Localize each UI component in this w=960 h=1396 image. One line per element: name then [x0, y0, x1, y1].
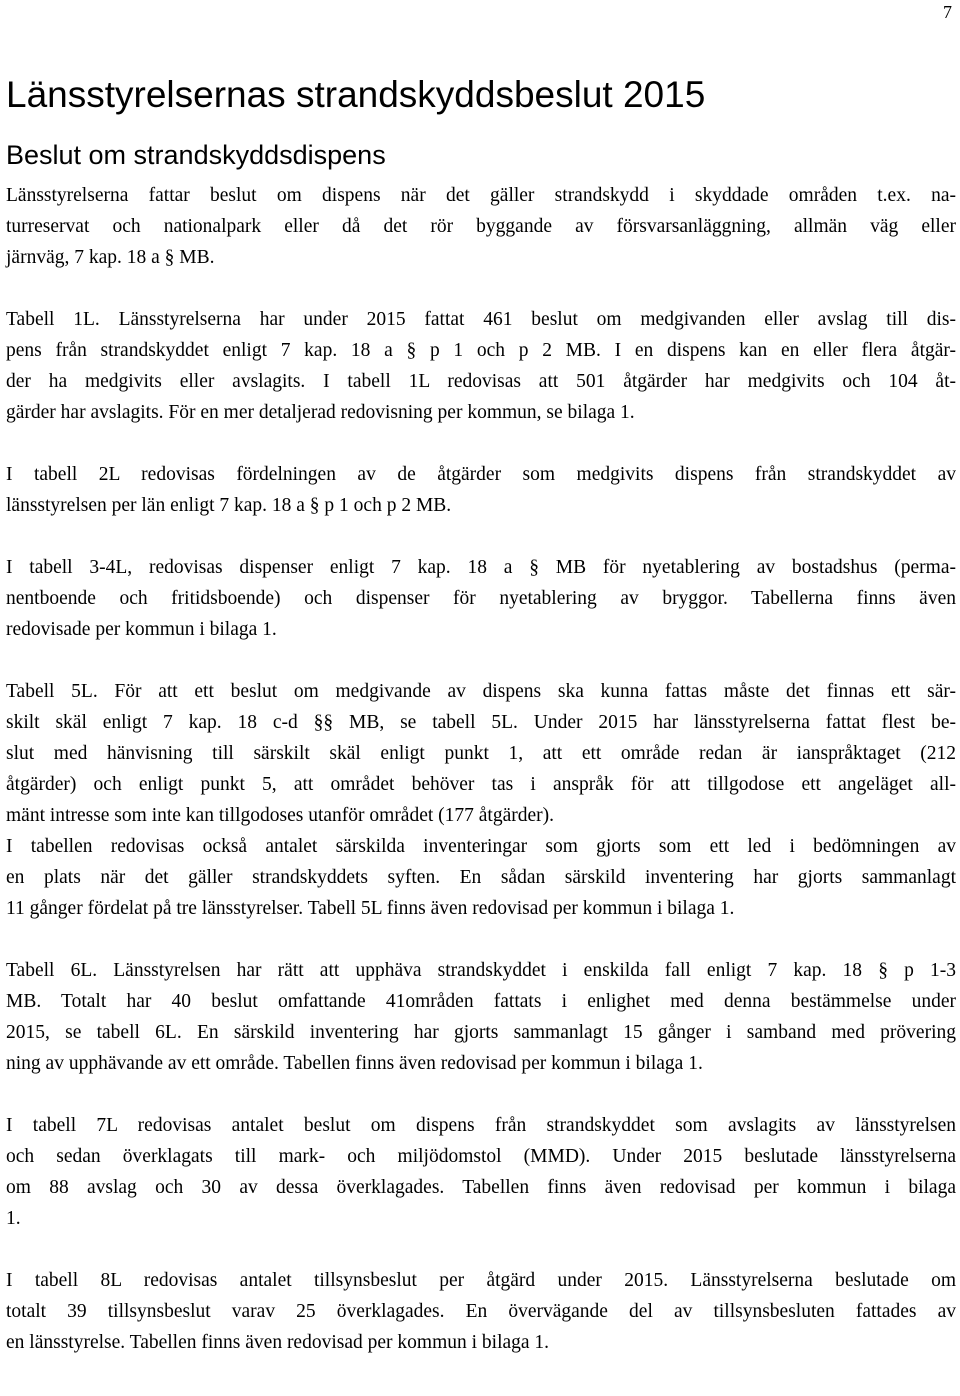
- text-line: Länsstyrelserna fattar beslut om dispens när det gäller strandskydd i skyddade områden t.ex. na-: [6, 185, 956, 206]
- paragraph-tabell-5l: [6, 676, 956, 831]
- text-line: pens från strandskyddet enligt 7 kap. 18 a § p 1 och p 2 MB. I en dispens kan en eller flera åtgär-: [6, 340, 956, 361]
- text-line: 11 gånger fördelat på tre länsstyrelser. Tabell 5L finns även redovisad per kommun i bilaga 1.: [6, 898, 735, 919]
- text-line: gärder har avslagits. För en mer detaljerad redovisning per kommun, se bilaga 1.: [6, 402, 635, 423]
- text-line: skilt skäl enligt 7 kap. 18 c-d §§ MB, se tabell 5L. Under 2015 har länsstyrelserna fattat flest be-: [6, 712, 956, 733]
- text-line: redovisade per kommun i bilaga 1.: [6, 619, 277, 640]
- paragraph-tabell-7l: [6, 1110, 956, 1234]
- section-heading: Beslut om strandskyddsdispens: [6, 140, 386, 170]
- text-line: Tabell 1L. Länsstyrelserna har under 2015 fattat 461 beslut om medgivanden eller avslag till dis-: [6, 309, 956, 330]
- page-title: Länsstyrelsernas strandskyddsbeslut 2015: [6, 74, 706, 115]
- text-line: Tabell 6L. Länsstyrelsen har rätt att upphäva strandskyddet i enskilda fall enligt 7 kap. 18 § p 1-3: [6, 960, 956, 981]
- text-line: järnväg, 7 kap. 18 a § MB.: [6, 247, 215, 268]
- paragraph-tabell-2l: [6, 459, 956, 521]
- text-line: I tabellen redovisas också antalet särskilda inventeringar som gjorts som ett led i bedömningen av: [6, 836, 956, 857]
- text-line: mänt intresse som inte kan tillgodoses utanför området (177 åtgärder).: [6, 805, 555, 826]
- text-line: ning av upphävande av ett område. Tabellen finns även redovisad per kommun i bilaga 1.: [6, 1053, 703, 1074]
- text-line: turreservat och nationalpark eller då det rör byggande av försvarsanläggning, allmän väg eller: [6, 216, 956, 237]
- text-line: I tabell 2L redovisas fördelningen av de åtgärder som medgivits dispens från strandskyddet av: [6, 464, 956, 485]
- page-number: 7: [943, 2, 952, 22]
- text-line: I tabell 3-4L, redovisas dispenser enligt 7 kap. 18 a § MB för nyetablering av bostadshus (perma-: [6, 557, 956, 578]
- text-line: slut med hänvisning till särskilt skäl enligt punkt 1, att ett område redan är ianspråktaget (212: [6, 743, 956, 764]
- paragraph-tabell-6l: [6, 955, 956, 1079]
- text-line: MB. Totalt har 40 beslut omfattande 41områden fattats i enlighet med denna bestämmelse under: [6, 991, 956, 1012]
- paragraph-tabell-1l: [6, 304, 956, 428]
- text-line: nentboende och fritidsboende) och dispenser för nyetablering av bryggor. Tabellerna finns även: [6, 588, 956, 609]
- text-line: åtgärder) och enligt punkt 5, att området behöver tas i anspråk för att tillgodose ett angeläget all-: [6, 774, 956, 795]
- text-line: 2015, se tabell 6L. En särskild inventering har gjorts sammanlagt 15 gånger i samband med prövering: [6, 1022, 956, 1043]
- text-line: der ha medgivits eller avslagits. I tabell 1L redovisas att 501 åtgärder har medgivits och 104 åt-: [6, 371, 956, 392]
- text-line: en plats när det gäller strandskyddets syften. En sådan särskild inventering har gjorts sammanlagt: [6, 867, 956, 888]
- text-line: I tabell 7L redovisas antalet beslut om dispens från strandskyddet som avslagits av länsstyrelsen: [6, 1115, 956, 1136]
- text-line: totalt 39 tillsynsbeslut varav 25 överklagades. En övervägande del av tillsynsbesluten fattades av: [6, 1301, 956, 1322]
- paragraph-tabell-3-4l: [6, 552, 956, 645]
- text-line: om 88 avslag och 30 av dessa överklagades. Tabellen finns även redovisad per kommun i bilaga: [6, 1177, 956, 1198]
- text-line: länsstyrelsen per län enligt 7 kap. 18 a § p 1 och p 2 MB.: [6, 495, 452, 516]
- paragraph-tabell-8l: [6, 1265, 956, 1358]
- text-line: en länsstyrelse. Tabellen finns även redovisad per kommun i bilaga 1.: [6, 1332, 550, 1353]
- text-line: och sedan överklagats till mark- och miljödomstol (MMD). Under 2015 beslutade länsstyrelserna: [6, 1146, 956, 1167]
- paragraph-intro: [6, 180, 956, 273]
- paragraph-inventeringar: [6, 831, 956, 924]
- text-line: 1.: [6, 1208, 21, 1229]
- text-line: I tabell 8L redovisas antalet tillsynsbeslut per åtgärd under 2015. Länsstyrelserna beslutade om: [6, 1270, 956, 1291]
- body-text: [6, 180, 956, 1358]
- text-line: Tabell 5L. För att ett beslut om medgivande av dispens ska kunna fattas måste det finnas ett sär-: [6, 681, 956, 702]
